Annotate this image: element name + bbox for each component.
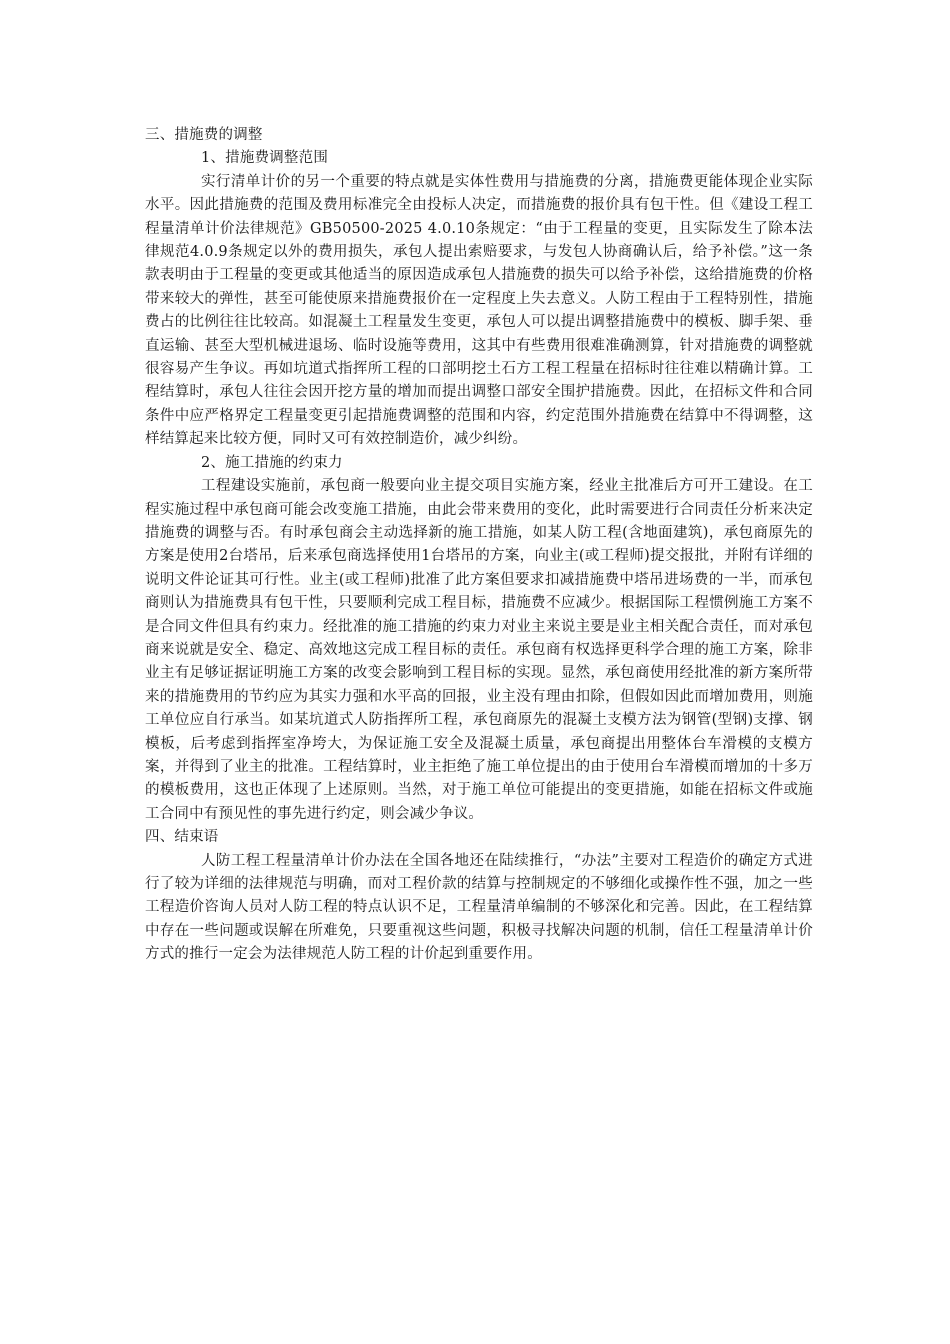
document-page — [145, 124, 813, 967]
subsection-heading-construction-measures: 2、施工措施的约束力 — [201, 454, 343, 471]
section-heading-measures-adjustment: 三、措施费的调整 — [145, 127, 263, 143]
subsection-heading-adjustment-scope: 1、措施费调整范围 — [201, 150, 329, 167]
section-heading-conclusion: 四、结束语 — [145, 829, 219, 846]
paragraph-construction-measures: 工程建设实施前，承包商一般要向业主提交项目实施方案，经业主批准后方可开工建设。在工程实施过程中承包商可能会改变施工措施，由此会带来费用的变化，此时需要进行合同责任分析来决定措施费的调整与否。有时承包商会主动选择新的施工措施，如某人防工程(含地面建筑)，承包商原先的方案是使用2台塔吊，后来承包商选择使用1台塔吊的方案，向业主(或工程师)提交报批，并附有详细的说明文件论证其可行性。业主(或工程师)批准了此方案但要求扣减措施费中塔吊进场费的一半，而承包商则认为措施费具有包干性，只要顺利完成工程目标，措施费不应减少。根据国际工程惯例施工方案不是合同文件但具有约束力。经批准的施工措施的约束力对业主来说主要是业主相关配合责任，而对承包商来说就是安全、稳定、高效地这完成工程目标的责任。承包商有权选择更科学合理的施工方案，除非业主有足够证据证明施工方案的改变会影响到工程目标的实现。显然，承包商使用经批准的新方案所带来的措施费用的节约应为其实力强和水平高的回报，业主没有理由扣除，但假如因此而增加费用，则施工单位应自行承当。如某坑道式人防指挥所工程，承包商原先的混凝土支模方法为钢管(型钢)支撑、钢模板，后考虑到指挥室净垮大，为保证施工安全及混凝土质量，承包商提出用整体台车滑模的支模方案，并得到了业主的批准。工程结算时，业主拒绝了施工单位提出的由于使用台车滑模而增加的十多万的模板费用，这也正体现了上述原则。当然，对于施工单位可能提出的变更措施，如能在招标文件或施工合同中有预见性的事先进行约定，则会减少争议。 — [145, 478, 813, 822]
paragraph-adjustment-scope: 实行清单计价的另一个重要的特点就是实体性费用与措施费的分离，措施费更能体现企业实际水平。因此措施费的范围及费用标准完全由投标人决定，而措施费的报价具有包干性。但《建设工程工程量清单计价法律规范》GB50500-2025 4.0.10条规定：“由于工程量的变更，且实际发生了除本法律规范4.0.9条规定以外的费用损失，承包人提出索赔要求，与发包人协商确认后，给予补偿。”这一条款表明由于工程量的变更或其他适当的原因造成承包人措施费的损失可以给予补偿，这给措施费的价格带来较大的弹性，甚至可能使原来措施费报价在一定程度上失去意义。人防工程由于工程特别性，措施费占的比例往往比较高。如混凝土工程量发生变更，承包人可以提出调整措施费中的模板、脚手架、垂直运输、甚至大型机械进退场、临时设施等费用，这其中有些费用很难准确测算，针对措施费的调整就很容易产生争议。再如坑道式指挥所工程的口部明挖土石方工程工程量在招标时往往难以精确计算。工程结算时，承包人往往会因开挖方量的增加而提出调整口部安全围护措施费。因此，在招标文件和合同条件中应严格界定工程量变更引起措施费调整的范围和内容，约定范围外措施费在结算中不得调整，这样结算起来比较方便，同时又可有效控制造价，减少纠纷。 — [145, 173, 813, 448]
paragraph-conclusion: 人防工程工程量清单计价办法在全国各地还在陆续推行，“办法”主要对工程造价的确定方式进行了较为详细的法律规范与明确，而对工程价款的结算与控制规定的不够细化或操作性不强，加之一些工程造价咨询人员对人防工程的特点认识不足，工程量清单编制的不够深化和完善。因此，在工程结算中存在一些问题或误解在所难免，只要重视这些问题，积极寻找解决问题的机制，信任工程量清单计价方式的推行一定会为法律规范人防工程的计价起到重要作用。 — [145, 852, 813, 963]
